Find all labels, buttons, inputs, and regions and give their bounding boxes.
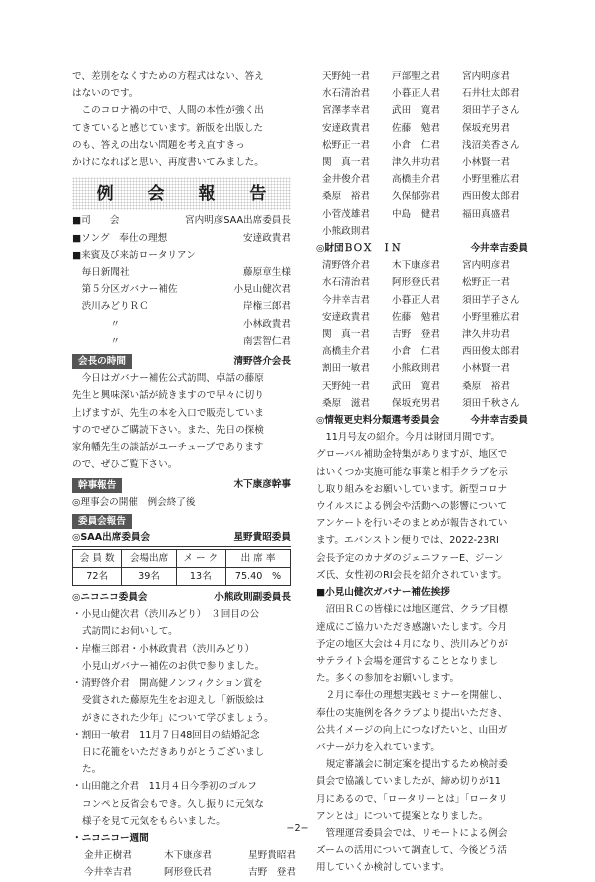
name-row xyxy=(316,326,528,343)
name-row xyxy=(316,343,528,360)
info-line: ズ氏、女性初のRI会長を紹介されています。 xyxy=(316,569,508,581)
member-name: 関 真一君 xyxy=(322,329,370,341)
member-name xyxy=(392,223,462,240)
name-row xyxy=(316,171,528,188)
governor-line: 達成にご協力いただき感謝いたします。今月 xyxy=(316,621,508,633)
member-name: 安達政貴君 xyxy=(322,311,370,323)
member-name: 吉野 登君 xyxy=(392,329,440,341)
name-row xyxy=(316,274,528,291)
name-row xyxy=(316,137,528,154)
member-name: 浅沼美香さん xyxy=(462,139,520,151)
info-line: はいくつか実施可能な事業と相手クラブを示 xyxy=(316,466,508,478)
member-name: 武田 寛君 xyxy=(392,105,440,117)
left-column xyxy=(72,68,296,882)
president-line: 家角幡先生の談話がユーチューブであります xyxy=(72,442,264,454)
governor-line: 用していくか検討しています。 xyxy=(316,862,450,874)
attendance-header: 会場出席 xyxy=(122,550,176,568)
member-name: 小熊政則君 xyxy=(392,363,440,375)
member-name: 小暮正人君 xyxy=(392,88,440,100)
governor-line: 沼田ＲＣの皆様には地区運営、クラブ目標 xyxy=(325,604,508,616)
president-speaker: 清野啓介会長 xyxy=(233,356,291,368)
member-name: 小暮正人君 xyxy=(392,294,440,306)
member-name: 宮澤孝幸君 xyxy=(322,105,370,117)
program-label: ■司 会 xyxy=(72,215,120,227)
program-label: 〃 xyxy=(72,335,120,347)
committee-label: 委員会報告 xyxy=(72,514,132,529)
member-name: 桑原 裕君 xyxy=(322,191,370,203)
president-label: 会長の時間 xyxy=(72,354,132,369)
niko-item-line: 様子を見て元気をもらいました。 xyxy=(82,815,226,827)
program-list xyxy=(72,212,291,350)
member-name: 松野正一君 xyxy=(322,139,370,151)
program-row xyxy=(72,281,291,298)
name-row xyxy=(316,102,528,119)
member-name: 阿形登氏君 xyxy=(164,867,212,879)
program-label: ■ソング 奉仕の理想 xyxy=(72,232,168,244)
niko-item-line: 式訪問にお伺いして。 xyxy=(82,626,178,638)
member-name: 小野里雅広君 xyxy=(462,174,520,186)
niko-item xyxy=(72,727,291,779)
governor-header xyxy=(316,584,528,601)
secretary-speaker: 木下康彦幹事 xyxy=(233,479,291,491)
niko-item-line: た。 xyxy=(82,764,102,776)
name-row xyxy=(316,206,528,223)
member-name: 清野啓介君 xyxy=(322,260,370,272)
governor-line: 月にあるので、「ロータリーとは」「ロータリ xyxy=(316,793,508,805)
attendance-header: 会 員 数 xyxy=(73,550,122,568)
name-row xyxy=(316,223,528,240)
niko-names-continued xyxy=(316,68,528,240)
member-name: 津久井功君 xyxy=(462,329,510,341)
program-row xyxy=(72,247,291,264)
niko-item-line: 日に花籠をいただきありがとうございまし xyxy=(82,746,265,758)
governor-line: バナーが力を入れています。 xyxy=(316,741,440,753)
attendance-header-row xyxy=(73,550,291,568)
attendance-value: 13名 xyxy=(176,568,225,586)
intro-text xyxy=(72,68,291,171)
name-row xyxy=(72,847,296,864)
niko-item-line: ・岸権三郎君・小林政貴君（渋川みどり） xyxy=(72,643,255,655)
info-line: 会長予定のカナダのジェニファーE、ジーン xyxy=(316,552,504,564)
niko-item-line: 小見山ガバナー補佐のお供で参りました。 xyxy=(82,660,265,672)
governor-line: 奉仕の実施例を各クラブより提出いただき、 xyxy=(316,707,508,719)
program-label: 第５分区ガバナー補佐 xyxy=(72,284,178,296)
info-line: ウイルスによる例会や活動への影響について xyxy=(316,501,508,513)
name-row xyxy=(316,68,528,85)
info-line: し取り組みをお願いしています。新型コロナ xyxy=(316,483,508,495)
intro-line: このコロナ禍の中で、人間の本性が強く出 xyxy=(81,105,264,117)
member-name: 戸部聖之君 xyxy=(392,71,440,82)
member-name: 星野貴昭君 xyxy=(248,850,296,862)
name-row xyxy=(316,154,528,171)
name-row xyxy=(316,120,528,137)
page-number: −2− xyxy=(286,823,309,834)
program-value: 南雲智仁君 xyxy=(243,335,291,347)
president-line: すのでぜひご購読下さい。また、先日の探検 xyxy=(72,424,264,436)
member-name: 天野純一君 xyxy=(322,71,370,82)
program-value: 小見山健次君 xyxy=(233,284,291,296)
member-name: 宮内明彦君 xyxy=(462,260,510,272)
niko-item-line: 受賞された藤原先生をお迎えし「新版絵は xyxy=(82,695,265,707)
program-row xyxy=(72,298,291,315)
program-row xyxy=(72,316,291,333)
attendance-value: 72名 xyxy=(73,568,122,586)
saa-title: ◎SAA出席委員会 xyxy=(72,531,151,543)
governor-line: 規定審議会に制定案を提出するため検討委 xyxy=(325,759,508,771)
info-text xyxy=(316,429,528,584)
attendance-value: 39名 xyxy=(122,568,176,586)
attendance-value: 75.40 % xyxy=(226,568,291,586)
program-label: 〃 xyxy=(72,318,120,330)
governor-line: た。多くの参加をお願いします。 xyxy=(316,673,460,685)
member-name: 須田千秋さん xyxy=(462,397,520,409)
program-row xyxy=(72,333,291,350)
member-name: 小林賢一君 xyxy=(462,363,510,375)
member-name: 割田一敏君 xyxy=(322,363,370,375)
program-value: 宮内明彦SAA出席委員長 xyxy=(184,215,291,227)
niko-item-line: ・小見山健次君（渋川みどり） ３回目の公 xyxy=(72,609,260,621)
program-value: 岸権三郎君 xyxy=(243,301,291,313)
member-name: 小熊政則君 xyxy=(322,225,370,237)
program-label: 渋川みどりＲＣ xyxy=(72,301,149,313)
name-row xyxy=(316,378,528,395)
governor-title: ■小見山健次ガバナー補佐挨拶 xyxy=(316,587,450,599)
info-line: 11月号友の紹介。今月は財団月間です。 xyxy=(325,432,501,444)
member-name: 阿形登氏君 xyxy=(392,277,440,289)
president-header xyxy=(72,353,291,370)
foundation-header xyxy=(316,240,528,257)
member-name: 保坂充男君 xyxy=(462,122,510,134)
member-name: 須田芋子さん xyxy=(462,294,520,306)
niko-weekly-title: ・ニコニコー週間 xyxy=(72,832,149,844)
intro-line: かけになればと思い、再度書いてみました。 xyxy=(72,157,264,169)
info-chair: 今井幸吉委員 xyxy=(470,415,528,427)
program-label: 毎日新聞社 xyxy=(72,267,130,279)
info-line: グローバル補助金特集がありますが、地区で xyxy=(316,449,508,461)
name-row xyxy=(316,292,528,309)
president-line: ので、ぜひご覧下さい。 xyxy=(72,459,178,471)
member-name: 石井壮太郎君 xyxy=(462,88,520,100)
member-name: 高橋圭介君 xyxy=(392,174,440,186)
committee-header xyxy=(72,514,291,529)
secretary-label: 幹事報告 xyxy=(72,478,122,493)
info-line: アンケートを行いそのまとめが報告されてい xyxy=(316,518,508,530)
president-line: 今日はガバナー補佐公式訪問、卓話の藤原 xyxy=(81,373,264,385)
member-name: 福田真盛君 xyxy=(462,208,510,220)
member-name: 小林賢一君 xyxy=(462,157,510,169)
saa-header xyxy=(72,529,291,547)
program-row xyxy=(72,264,291,281)
attendance-table xyxy=(72,549,291,586)
governor-line: 予定の地区大会は４月になり、渋川みどりが xyxy=(316,638,508,650)
program-value: 小林政貴君 xyxy=(243,318,291,330)
niko-item xyxy=(72,675,291,727)
member-name: 吉野 登君 xyxy=(248,867,296,879)
name-row xyxy=(316,395,528,412)
report-title: 例 会 報 告 xyxy=(72,177,291,210)
governor-line: 公共イメージの向上につなげたいと、山田ガ xyxy=(316,724,508,736)
president-line: 先生と興味深い話が続きますので早々に切り xyxy=(72,390,264,402)
member-name: 小倉 仁君 xyxy=(392,139,440,151)
president-line: 上げますが、先生の本を入口で販売していま xyxy=(72,407,264,419)
intro-line: はないのです。 xyxy=(72,88,139,100)
governor-line: ズームの活用について調査して、今後どう活 xyxy=(316,845,508,857)
info-line: ます。エバンストン便りでは、2022-23RI xyxy=(316,535,499,547)
niko-header xyxy=(72,589,291,606)
niko-item-line: コンペと反省会もでき。久し振りに元気な xyxy=(82,798,264,810)
member-name: 金井正樹君 xyxy=(84,850,132,862)
member-name: 中島 健君 xyxy=(392,208,440,220)
member-name: 佐藤 勉君 xyxy=(392,122,440,134)
member-name: 金井俊介君 xyxy=(322,174,370,186)
member-name xyxy=(462,223,534,240)
program-value: 藤原章生様 xyxy=(243,267,291,279)
niko-item xyxy=(72,606,291,640)
governor-line: サテライト会場を運営することとなりまし xyxy=(316,655,498,667)
member-name: 安達政貴君 xyxy=(322,122,370,134)
foundation-chair: 今井幸吉委員 xyxy=(470,243,528,255)
member-name: 佐藤 勉君 xyxy=(392,311,440,323)
member-name: 今井幸吉君 xyxy=(322,294,370,306)
member-name: 天野純一君 xyxy=(322,380,370,392)
niko-item-line: ・割田一敏君 11月７日48回目の結婚記念 xyxy=(72,729,260,741)
name-row xyxy=(316,257,528,274)
member-name: 水石清治君 xyxy=(322,88,370,100)
member-name: 高橋圭介君 xyxy=(322,346,370,358)
name-row xyxy=(316,309,528,326)
member-name: 桑原 滋君 xyxy=(322,397,370,409)
name-row xyxy=(316,188,528,205)
attendance-value-row xyxy=(73,568,291,586)
niko-item-line: ・山田龍之介君 11月４日今季初のゴルフ xyxy=(72,781,257,793)
attendance-header: メ ー ク xyxy=(176,550,225,568)
governor-line: アンとは」について提案となりました。 xyxy=(316,810,489,822)
member-name: 保坂充男君 xyxy=(392,397,440,409)
niko-item-line: ・清野啓介君 開高健ノンフィクション賞を xyxy=(72,678,263,690)
niko-items xyxy=(72,606,291,830)
member-name: 西田俊太郎君 xyxy=(462,191,520,203)
program-row xyxy=(72,212,291,229)
member-name: 久保郁弥君 xyxy=(392,191,440,203)
member-name: 小菅茂雄君 xyxy=(322,208,370,220)
member-name: 武田 寛君 xyxy=(392,380,440,392)
member-name: 小倉 仁君 xyxy=(392,346,440,358)
info-header xyxy=(316,412,528,429)
member-name: 松野正一君 xyxy=(462,277,510,289)
member-name: 木下康彦君 xyxy=(392,260,440,272)
niko-item xyxy=(72,641,291,675)
niko-weekly-names xyxy=(72,847,296,881)
member-name: 津久井功君 xyxy=(392,157,440,169)
program-row xyxy=(72,230,291,247)
member-name: 今井幸吉君 xyxy=(84,867,132,879)
president-text xyxy=(72,370,291,473)
name-row xyxy=(316,360,528,377)
governor-line: 管理運営委員会では、リモートによる例会 xyxy=(325,827,508,839)
attendance-header: 出 席 率 xyxy=(226,550,291,568)
governor-line: ２月に奉仕の理想実践セミナーを開催し、 xyxy=(325,690,508,702)
member-name: 水石清治君 xyxy=(322,277,370,289)
name-row xyxy=(72,864,296,881)
niko-item-line: がきにされた少年」について学びましょう。 xyxy=(82,712,274,724)
member-name: 関 真一君 xyxy=(322,157,370,169)
info-title: ◎情報更史料分類選考委員会 xyxy=(316,415,440,427)
member-name: 木下康彦君 xyxy=(164,850,212,862)
governor-line: 員会で協議していましたが、締め切りが11 xyxy=(316,776,501,788)
intro-line: で、差別をなくすための方程式はない、答え xyxy=(72,71,264,82)
secretary-text: ◎理事会の開催 例会終了後 xyxy=(72,496,196,508)
program-value: 安達政貴君 xyxy=(243,232,291,244)
niko-title: ◎ニコニコ委員会 xyxy=(72,592,148,604)
name-row xyxy=(316,85,528,102)
foundation-title: ◎財団ＢＯＸ ＩＮ xyxy=(316,243,402,255)
foundation-names xyxy=(316,257,528,412)
member-name: 小野里雅広君 xyxy=(462,311,520,323)
member-name: 宮内明彦君 xyxy=(462,71,510,82)
member-name: 西田俊太郎君 xyxy=(462,346,520,358)
program-label: ■来賓及び来訪ロータリアン xyxy=(72,249,196,261)
saa-chair: 星野貴昭委員 xyxy=(233,531,291,543)
intro-line: のも、答えの出ない問題を考え直すきっ xyxy=(72,139,245,151)
secretary-header xyxy=(72,476,291,493)
niko-chair: 小熊政則副委員長 xyxy=(214,592,291,604)
member-name: 須田芋子さん xyxy=(462,105,520,117)
right-column xyxy=(316,68,528,877)
intro-line: てきていると感じています。新版を出版した xyxy=(72,122,264,134)
member-name: 桑原 裕君 xyxy=(462,380,510,392)
